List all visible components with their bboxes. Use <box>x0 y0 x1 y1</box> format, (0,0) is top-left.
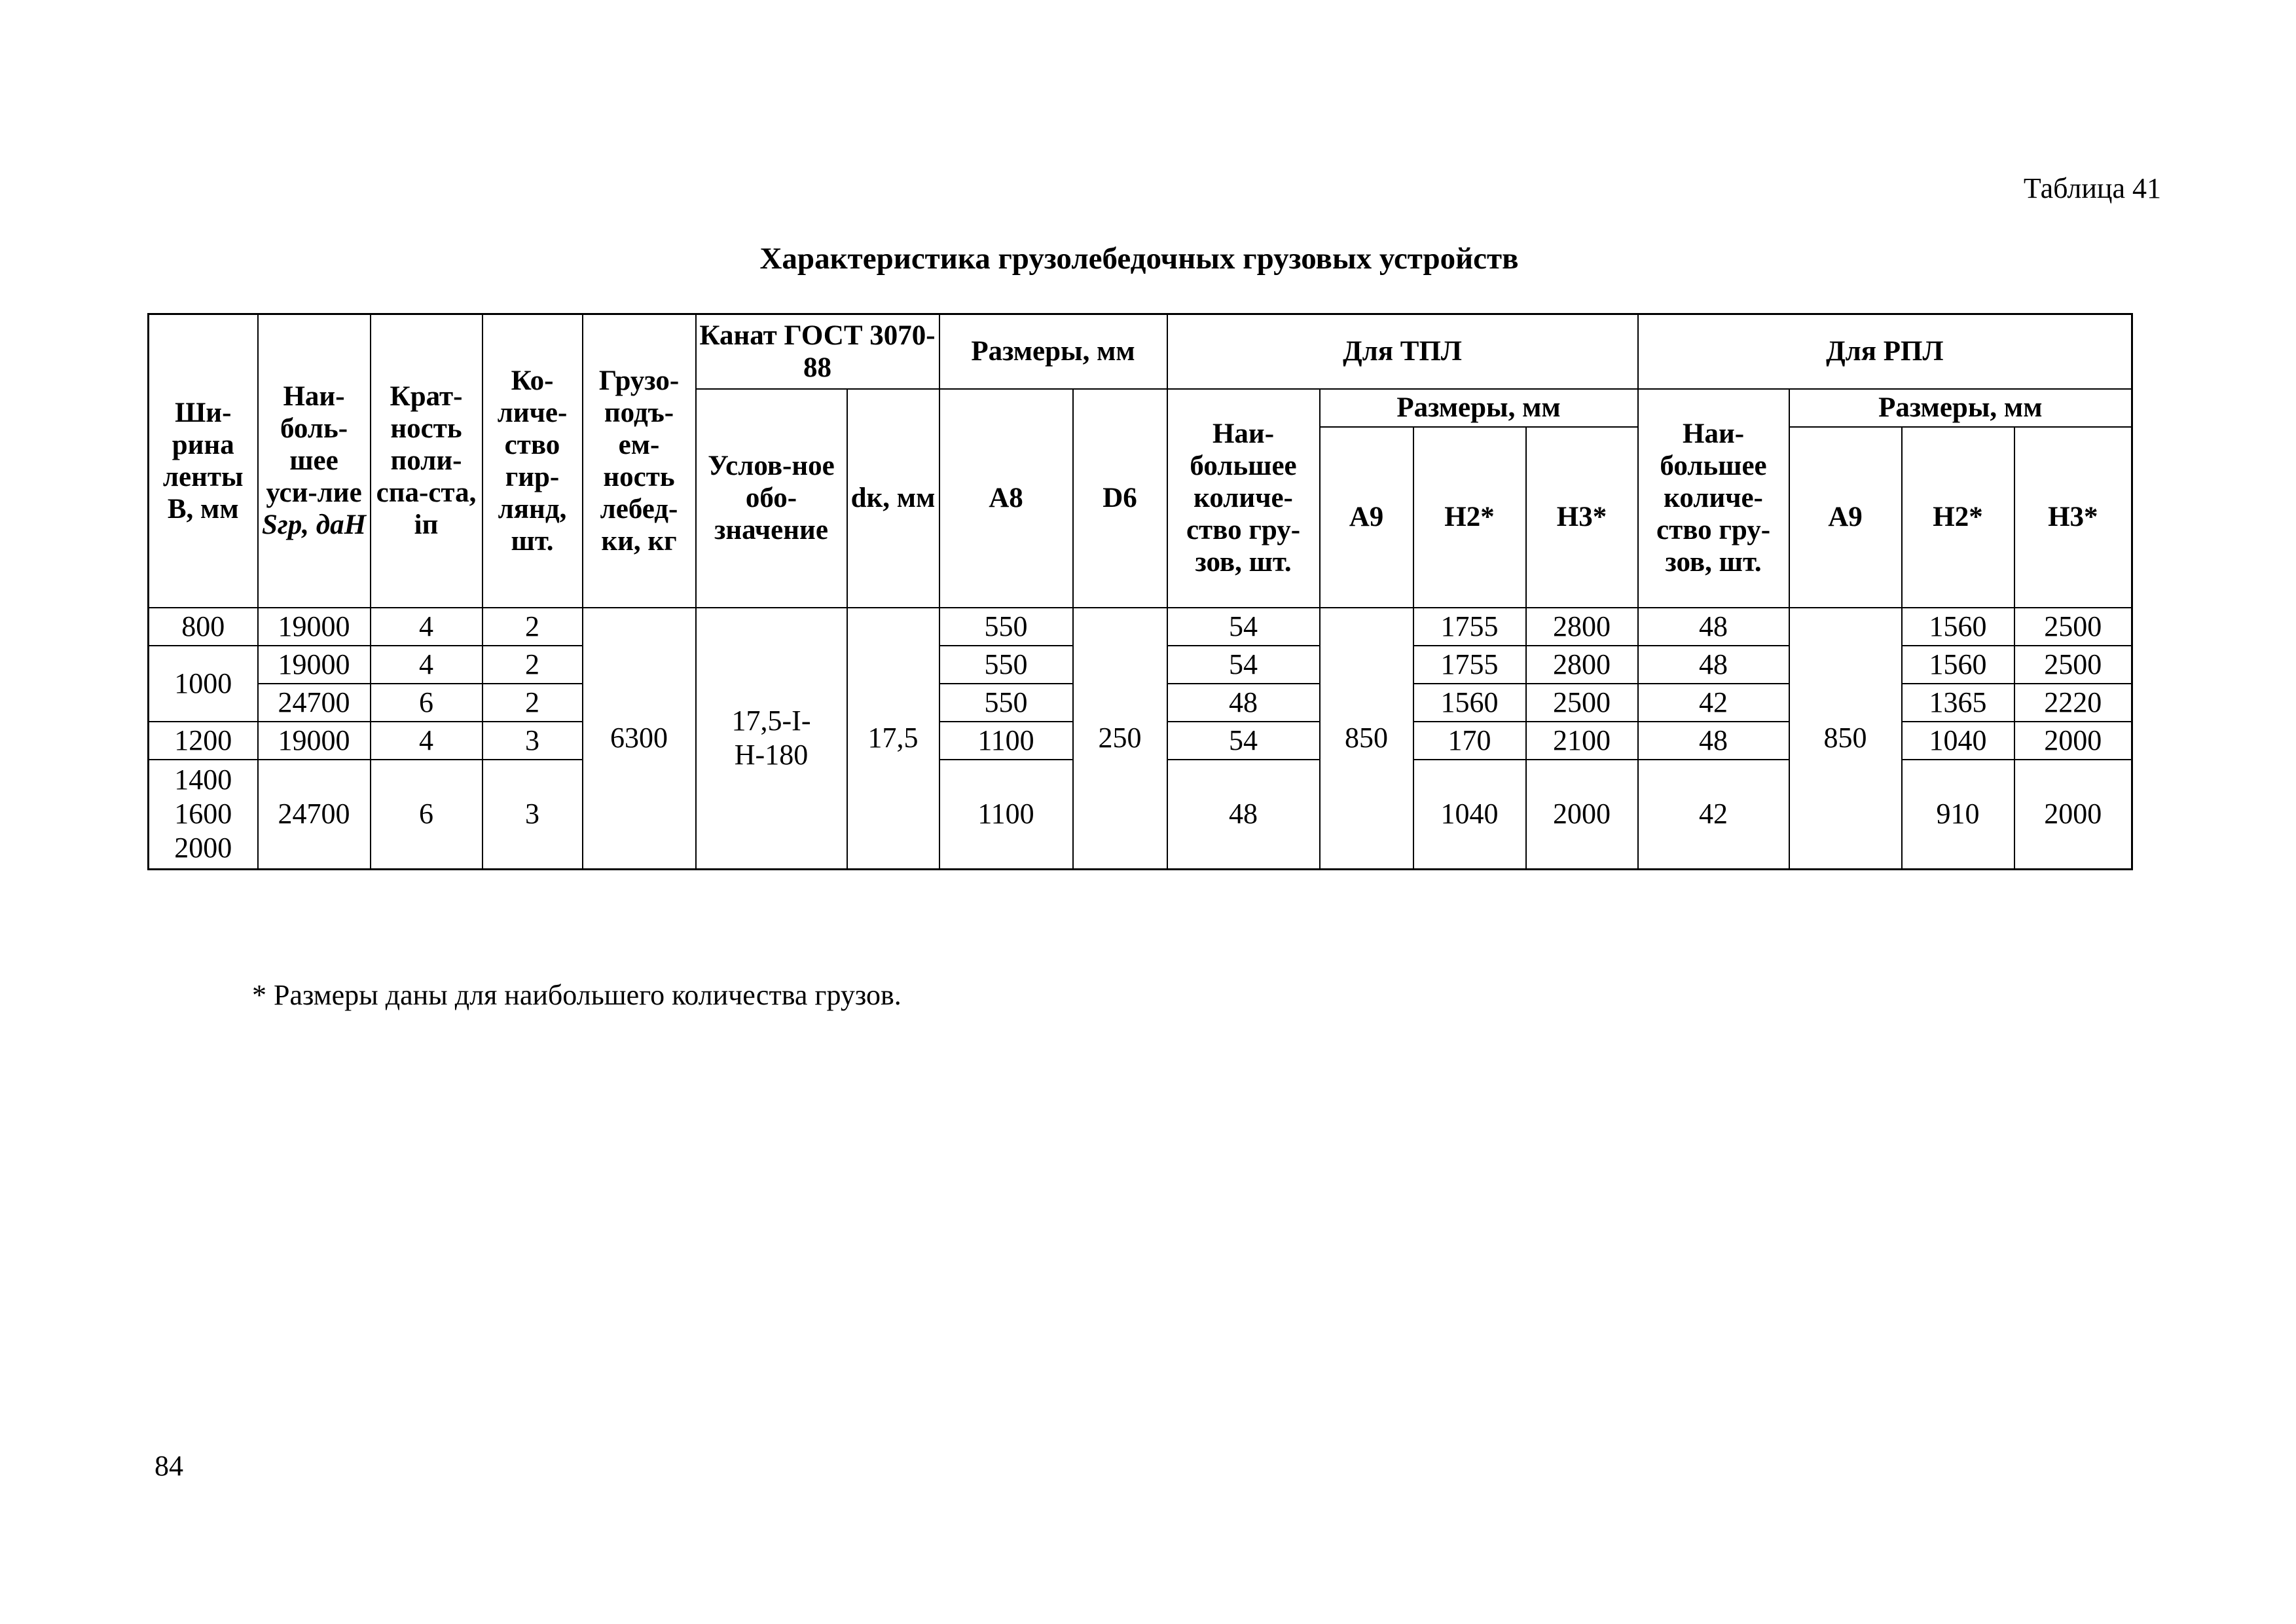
cell-width-1400: 1400 <box>174 764 232 796</box>
cell-rpl-h3: 2500 <box>2014 646 2132 684</box>
header-tpl-h2: Н2* <box>1413 427 1526 608</box>
cell-rpl-n: 48 <box>1638 722 1789 760</box>
cell-tpl-n: 48 <box>1167 760 1320 870</box>
cell-rpl-n: 48 <box>1638 608 1789 646</box>
cell-width <box>149 760 258 870</box>
header-rope-designation: Услов-ное обо-значение <box>696 389 847 608</box>
header-force <box>258 314 371 608</box>
cell-ratio: 4 <box>371 722 483 760</box>
cell-a8: 550 <box>939 608 1073 646</box>
header-tpl-sizes: Размеры, мм <box>1320 389 1638 427</box>
cell-rpl-n: 42 <box>1638 684 1789 722</box>
page-number: 84 <box>155 1450 183 1482</box>
cell-width: 1200 <box>149 722 258 760</box>
cell-rpl-h2: 1560 <box>1902 646 2014 684</box>
cell-tpl-n: 54 <box>1167 608 1320 646</box>
header-sizes: Размеры, мм <box>939 314 1167 389</box>
cell-width: 1000 <box>149 646 258 722</box>
header-force-symbol: Sгр, даН <box>261 509 367 541</box>
header-ratio: Крат-ность поли-спа-ста, iп <box>371 314 483 608</box>
table-row <box>149 608 2132 646</box>
header-rope: Канат ГОСТ 3070-88 <box>696 314 939 389</box>
cell-tpl-a9: 850 <box>1320 608 1413 870</box>
header-tpl-max-weights: Наи-большее количе-ство гру-зов, шт. <box>1167 389 1320 608</box>
cell-force: 19000 <box>258 722 371 760</box>
cell-rpl-h2: 1040 <box>1902 722 2014 760</box>
cell-garlands: 3 <box>483 722 583 760</box>
cell-garlands: 3 <box>483 760 583 870</box>
header-rpl-h2: Н2* <box>1902 427 2014 608</box>
cell-tpl-h2: 1755 <box>1413 646 1526 684</box>
cell-ratio: 4 <box>371 608 483 646</box>
cell-garlands: 2 <box>483 646 583 684</box>
cell-a8: 1100 <box>939 760 1073 870</box>
cell-rpl-h3: 2000 <box>2014 722 2132 760</box>
cell-a8: 550 <box>939 684 1073 722</box>
cell-a8: 1100 <box>939 722 1073 760</box>
cell-tpl-h3: 2100 <box>1526 722 1638 760</box>
cell-ratio: 6 <box>371 760 483 870</box>
cell-tpl-n: 48 <box>1167 684 1320 722</box>
header-rpl-h3: Н3* <box>2014 427 2132 608</box>
header-a8: А8 <box>939 389 1073 608</box>
header-tpl-a9: А9 <box>1320 427 1413 608</box>
header-rpl-sizes: Размеры, мм <box>1789 389 2132 427</box>
cell-force: 24700 <box>258 684 371 722</box>
cell-rpl-a9: 850 <box>1789 608 1902 870</box>
cell-rpl-h2: 1365 <box>1902 684 2014 722</box>
cell-force: 24700 <box>258 760 371 870</box>
cell-a8: 550 <box>939 646 1073 684</box>
header-force-label: Наи-боль-шее уси-лие <box>266 381 362 509</box>
cell-tpl-h3: 2800 <box>1526 608 1638 646</box>
table-title: Характеристика грузолебедочных грузовых устройств <box>759 242 1519 276</box>
header-garlands: Ко-личе-ство гир-лянд, шт. <box>483 314 583 608</box>
cell-ratio: 4 <box>371 646 483 684</box>
cell-tpl-n: 54 <box>1167 722 1320 760</box>
cell-width-2000: 2000 <box>174 832 232 864</box>
header-rpl-a9: А9 <box>1789 427 1902 608</box>
cell-rpl-h3: 2220 <box>2014 684 2132 722</box>
cell-tpl-h2: 170 <box>1413 722 1526 760</box>
table-label: Таблица 41 <box>2023 172 2161 204</box>
cell-force: 19000 <box>258 608 371 646</box>
cell-rope-dk: 17,5 <box>847 608 939 870</box>
cell-rpl-h3: 2000 <box>2014 760 2132 870</box>
cell-garlands: 2 <box>483 608 583 646</box>
header-rpl-max-weights: Наи-большее количе-ство гру-зов, шт. <box>1638 389 1789 608</box>
cell-rpl-n: 42 <box>1638 760 1789 870</box>
cell-tpl-h2: 1040 <box>1413 760 1526 870</box>
cell-rpl-h2: 1560 <box>1902 608 2014 646</box>
cell-tpl-h3: 2500 <box>1526 684 1638 722</box>
cell-width: 800 <box>149 608 258 646</box>
header-rpl: Для РПЛ <box>1638 314 2132 389</box>
cell-force: 19000 <box>258 646 371 684</box>
header-width: Ши-рина ленты В, мм <box>149 314 258 608</box>
header-capacity: Грузо-подъ-ем-ность лебед-ки, кг <box>583 314 696 608</box>
cell-tpl-n: 54 <box>1167 646 1320 684</box>
cell-garlands: 2 <box>483 684 583 722</box>
header-d6: D6 <box>1073 389 1167 608</box>
cell-ratio: 6 <box>371 684 483 722</box>
header-tpl: Для ТПЛ <box>1167 314 1638 389</box>
cell-tpl-h3: 2000 <box>1526 760 1638 870</box>
cell-capacity: 6300 <box>583 608 696 870</box>
header-row-1 <box>149 314 2132 389</box>
footnote: * Размеры даны для наибольшего количества грузов. <box>252 979 902 1011</box>
cell-rope-designation: 17,5-I-Н-180 <box>696 608 847 870</box>
cell-rpl-h2: 910 <box>1902 760 2014 870</box>
cell-rpl-n: 48 <box>1638 646 1789 684</box>
cell-d6: 250 <box>1073 608 1167 870</box>
cell-rpl-h3: 2500 <box>2014 608 2132 646</box>
cell-tpl-h3: 2800 <box>1526 646 1638 684</box>
cell-tpl-h2: 1560 <box>1413 684 1526 722</box>
characteristics-table <box>147 313 2133 870</box>
cell-tpl-h2: 1755 <box>1413 608 1526 646</box>
header-rope-dk: dк, мм <box>847 389 939 608</box>
cell-width-1600: 1600 <box>174 798 232 830</box>
header-tpl-h3: Н3* <box>1526 427 1638 608</box>
